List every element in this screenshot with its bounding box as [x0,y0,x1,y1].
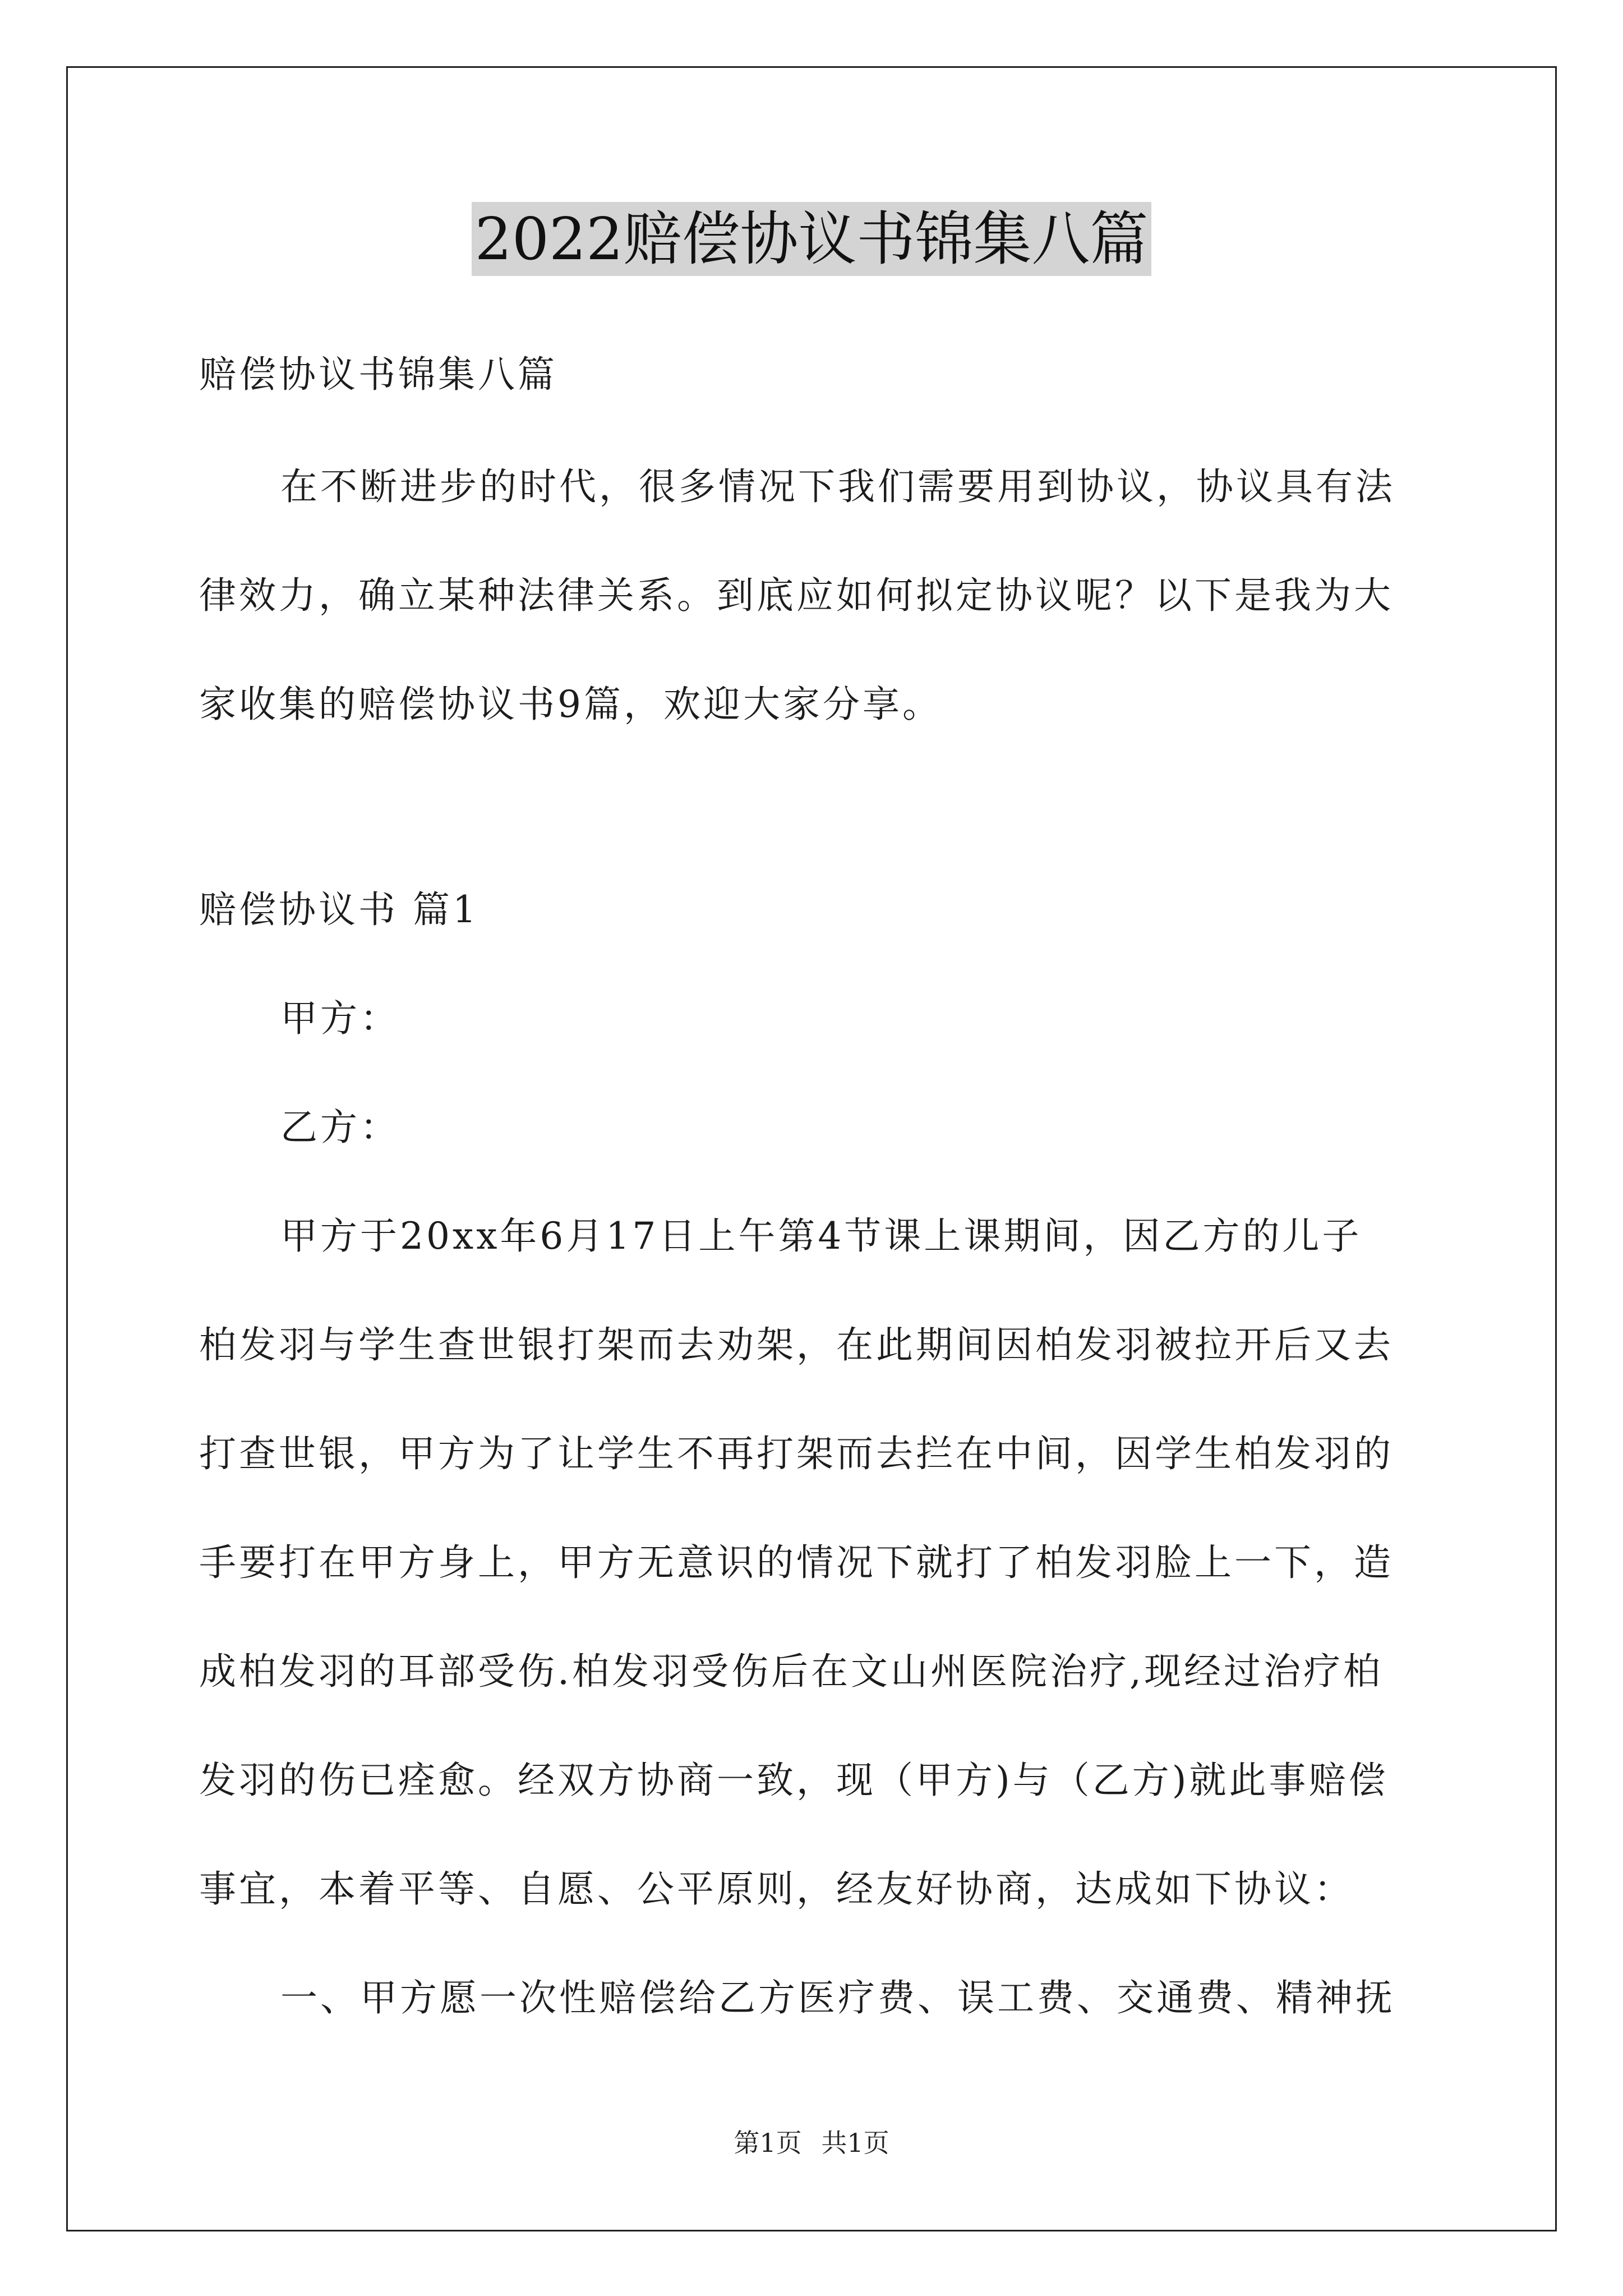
intro-line: 律效力，确立某种法律关系。到底应如何拟定协议呢？以下是我为大 [199,574,1394,617]
document-subtitle: 赔偿协议书锦集八篇 [199,353,557,396]
party-b-label: 乙方： [280,1106,400,1149]
body-line: 事宜，本着平等、自愿、公平原则，经友好协商，达成如下协议： [199,1867,1354,1911]
party-a-label: 甲方： [280,997,400,1040]
document-title: 2022赔偿协议书锦集八篇 [472,202,1152,276]
page-total: 共1页 [821,2128,889,2158]
body-line: 柏发羽与学生查世银打架而去劝架，在此期间因柏发羽被拉开后又去 [199,1323,1394,1366]
intro-line: 家收集的赔偿协议书9篇，欢迎大家分享。 [199,683,942,726]
page-number: 第1页 [734,2128,802,2158]
intro-line: 在不断进步的时代，很多情况下我们需要用到协议，协议具有法 [280,465,1395,508]
body-line: 成柏发羽的耳部受伤.柏发羽受伤后在文山州医院治疗,现经过治疗柏 [199,1650,1383,1693]
title-container [0,202,1623,276]
body-line: 手要打在甲方身上，甲方无意识的情况下就打了柏发羽脸上一下，造 [199,1541,1394,1584]
page-footer [0,2126,1623,2160]
clause-line: 一、甲方愿一次性赔偿给乙方医疗费、误工费、交通费、精神抚 [280,1976,1395,2019]
section-heading: 赔偿协议书 篇1 [199,888,479,931]
body-line: 打查世银，甲方为了让学生不再打架而去拦在中间，因学生柏发羽的 [199,1432,1394,1475]
body-line: 甲方于20xx年6月17日上午第4节课上课期间，因乙方的儿子 [280,1214,1362,1258]
body-line: 发羽的伤已痊愈。经双方协商一致，现（甲方)与（乙方)就此事赔偿 [199,1759,1389,1802]
